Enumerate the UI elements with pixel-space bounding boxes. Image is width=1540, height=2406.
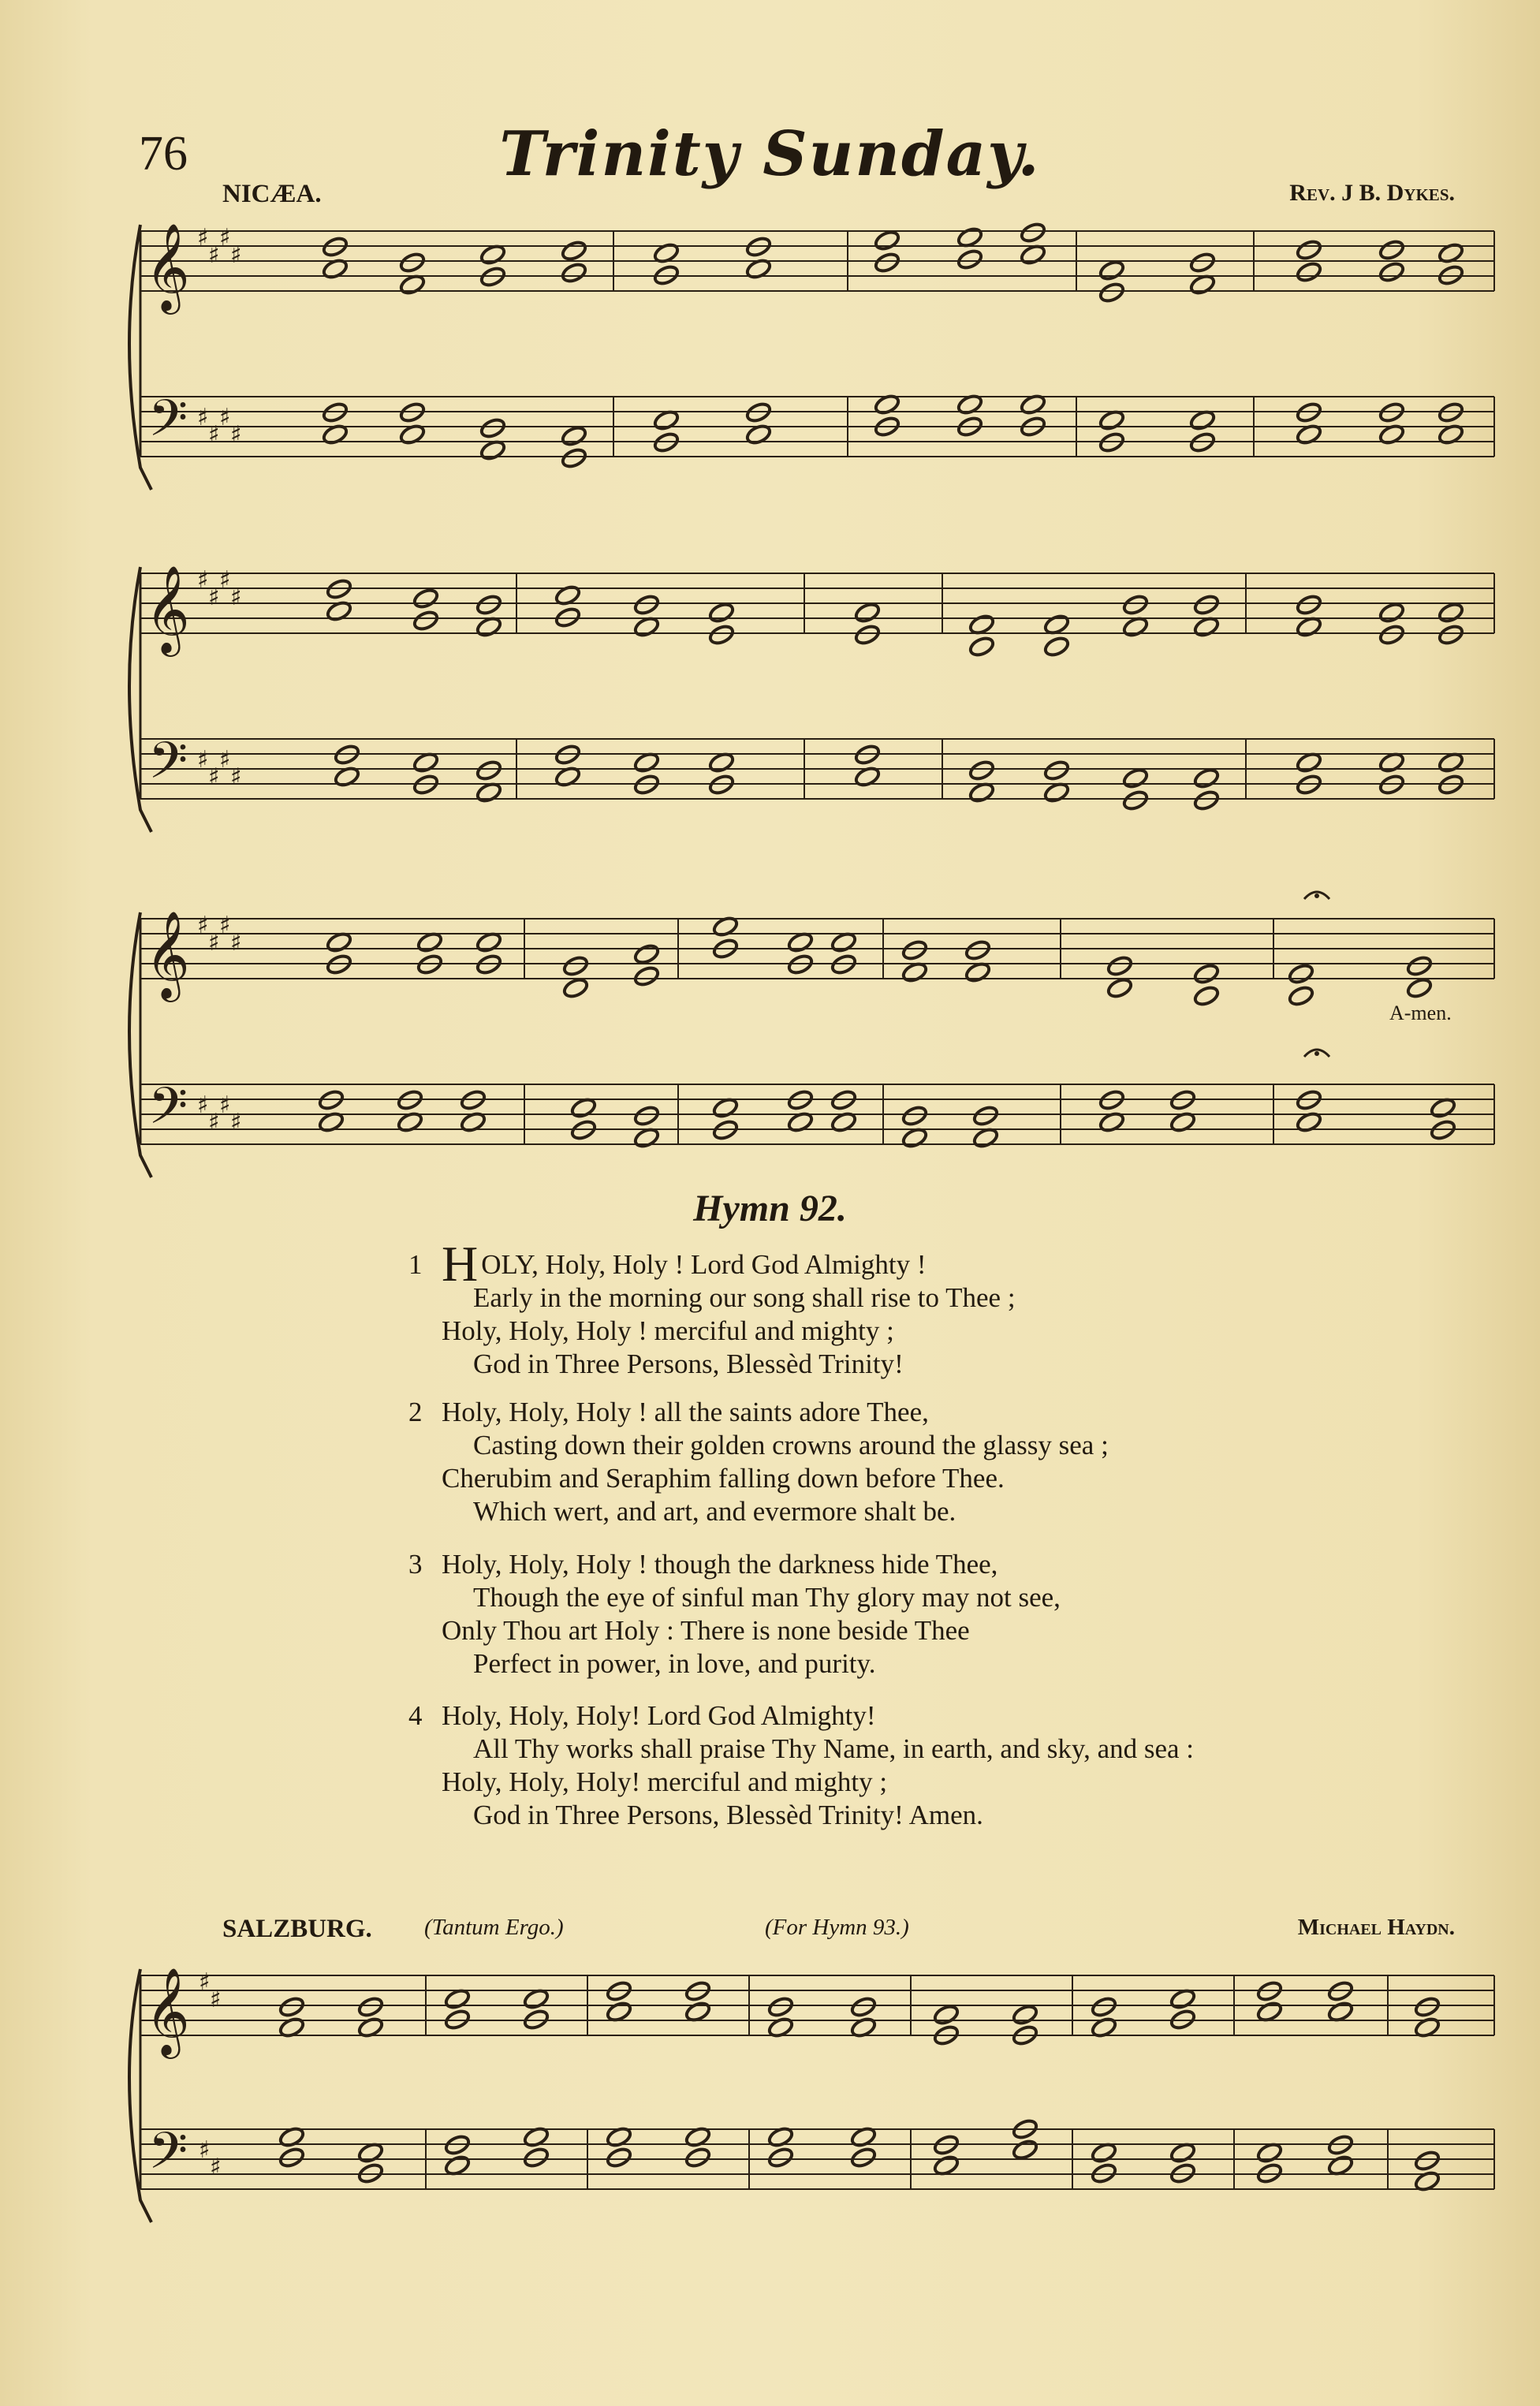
treble-note — [1193, 985, 1221, 1008]
bass-clef: 𝄢 — [148, 2122, 188, 2193]
bass-clef: 𝄢 — [148, 732, 188, 803]
bass-note — [606, 2147, 633, 2169]
sharp-sign: ♯ — [230, 421, 242, 449]
sharp-sign: ♯ — [197, 404, 209, 431]
treble-note — [708, 624, 736, 647]
treble-note — [1193, 963, 1221, 986]
fermata-dot — [1314, 893, 1319, 898]
treble-note — [562, 955, 590, 978]
bass-note — [850, 2147, 878, 2169]
treble-note — [278, 1996, 306, 2019]
sharp-sign: ♯ — [197, 224, 209, 252]
sharp-sign: ♯ — [208, 763, 220, 791]
tune-name-salzburg: SALZBURG. — [222, 1915, 372, 1943]
treble-note — [1091, 1996, 1118, 2019]
treble-note — [1296, 239, 1323, 262]
treble-note — [1378, 239, 1406, 262]
verse-3 — [408, 1548, 1061, 1680]
sharp-sign: ♯ — [208, 1109, 220, 1136]
treble-note — [964, 939, 992, 962]
treble-note — [1122, 594, 1150, 617]
treble-note — [1378, 624, 1406, 647]
treble-note — [854, 624, 882, 647]
treble-note — [1406, 955, 1434, 978]
treble-note — [1098, 282, 1126, 304]
bass-note — [479, 417, 507, 440]
amen-label: A-men. — [1389, 1002, 1452, 1024]
sharp-sign: ♯ — [208, 584, 220, 611]
verse-line: Which wert, and art, and evermore shalt be. — [473, 1496, 956, 1527]
bass-note — [561, 425, 588, 448]
verse-line: Holy, Holy, Holy! Lord God Almighty! — [442, 1700, 876, 1731]
treble-note — [1296, 594, 1323, 617]
treble-note — [1414, 1996, 1441, 2019]
verse-number: 3 — [408, 1549, 423, 1580]
bass-note — [633, 1105, 661, 1128]
sharp-sign: ♯ — [208, 241, 220, 269]
treble-clef: 𝄞 — [145, 1967, 190, 2055]
treble-note — [767, 1996, 795, 2019]
sharp-sign: ♯ — [230, 929, 242, 957]
sharp-sign: ♯ — [219, 912, 231, 939]
treble-note — [1406, 977, 1434, 1000]
treble-note — [901, 939, 929, 962]
sharp-sign: ♯ — [199, 2136, 211, 2164]
sharp-sign: ♯ — [230, 1109, 242, 1136]
fermata-dot — [1314, 1051, 1319, 1056]
treble-note — [561, 240, 588, 263]
sharp-sign: ♯ — [210, 1986, 222, 2013]
bass-note — [278, 2147, 306, 2169]
treble-note — [1043, 636, 1071, 658]
verse-number: 2 — [408, 1397, 423, 1427]
bass-note — [1043, 759, 1071, 782]
treble-note — [412, 610, 440, 632]
sharp-sign: ♯ — [219, 566, 231, 594]
treble-note — [1288, 963, 1315, 986]
treble-note — [1012, 2004, 1039, 2027]
treble-clef: 𝄞 — [145, 910, 190, 998]
bass-note — [901, 1105, 929, 1128]
treble-note — [1098, 259, 1126, 282]
verse-line: Holy, Holy, Holy ! all the saints adore Thee, — [442, 1397, 929, 1427]
verse-number: 4 — [408, 1700, 423, 1731]
treble-note — [633, 965, 661, 988]
hymn-heading: Hymn 92. — [693, 1188, 847, 1229]
bass-note — [523, 2147, 550, 2169]
treble-note — [1193, 594, 1221, 617]
treble-note — [1437, 602, 1465, 625]
verse-1 — [408, 1236, 1016, 1381]
verse-line: God in Three Persons, Blessèd Trinity! — [473, 1348, 904, 1379]
verse-line: Early in the morning our song shall rise to Thee ; — [473, 1282, 1016, 1313]
tune-name-nicaea: NICÆA. — [222, 180, 322, 208]
sharp-sign: ♯ — [208, 929, 220, 957]
treble-note — [956, 248, 984, 271]
sharp-sign: ♯ — [208, 421, 220, 449]
verse-line: Holy, Holy, Holy! merciful and mighty ; — [442, 1766, 888, 1797]
page-number: 76 — [139, 127, 188, 181]
treble-note — [1378, 261, 1406, 284]
treble-note — [854, 602, 882, 625]
verse-number: 1 — [408, 1249, 423, 1280]
bass-note — [767, 2147, 795, 2169]
verse-line: Casting down their golden crowns around the glassy sea ; — [473, 1430, 1109, 1460]
bass-clef: 𝄢 — [148, 390, 188, 461]
bass-note — [1012, 2139, 1039, 2162]
treble-clef: 𝄞 — [145, 565, 190, 653]
treble-note — [1020, 222, 1047, 244]
bass-note — [968, 759, 996, 782]
treble-note — [399, 252, 427, 274]
treble-note — [933, 2004, 960, 2027]
verse-line: Perfect in power, in love, and purity. — [473, 1648, 876, 1679]
treble-note — [412, 588, 440, 610]
sharp-sign: ♯ — [219, 746, 231, 774]
treble-note — [874, 229, 901, 252]
treble-note — [357, 1996, 385, 2019]
verse-line: Cherubim and Seraphim falling down before Thee. — [442, 1463, 1005, 1494]
verse-line: OLY, Holy, Holy ! Lord God Almighty ! — [481, 1249, 927, 1280]
treble-note — [633, 943, 661, 966]
bass-note — [972, 1105, 1000, 1128]
verse-line: Holy, Holy, Holy ! merciful and mighty ; — [442, 1315, 894, 1346]
verse-line: Though the eye of sinful man Thy glory may not see, — [473, 1582, 1061, 1613]
page-title: Trinity Sunday. — [499, 118, 1041, 190]
treble-note — [1378, 602, 1406, 625]
sharp-sign: ♯ — [230, 241, 242, 269]
treble-note — [1189, 252, 1217, 274]
treble-note — [562, 977, 590, 1000]
sharp-sign: ♯ — [230, 763, 242, 791]
treble-note — [633, 594, 661, 617]
verse-line: God in Three Persons, Blessèd Trinity! Amen. — [473, 1800, 983, 1830]
bass-note — [1122, 767, 1150, 790]
treble-note — [1288, 985, 1315, 1008]
sharp-sign: ♯ — [230, 584, 242, 611]
verse-line: Holy, Holy, Holy ! though the darkness hide Thee, — [442, 1549, 998, 1580]
verse-2 — [408, 1396, 1109, 1528]
sharp-sign: ♯ — [219, 1091, 231, 1119]
verse-line: Only Thou art Holy : There is none beside Thee — [442, 1615, 970, 1646]
composer-haydn: Michael Haydn. — [1297, 1915, 1455, 1940]
treble-note — [968, 636, 996, 658]
bass-note — [684, 2147, 712, 2169]
tune-subtitle: (Tantum Ergo.) — [424, 1915, 564, 1940]
verse-line: All Thy works shall praise Thy Name, in earth, and sky, and sea : — [473, 1733, 1195, 1764]
bass-note — [1193, 767, 1221, 790]
bass-clef: 𝄢 — [148, 1077, 188, 1148]
sharp-sign: ♯ — [197, 1091, 209, 1119]
sharp-sign: ♯ — [210, 2154, 222, 2181]
treble-note — [1437, 624, 1465, 647]
sharp-sign: ♯ — [197, 746, 209, 774]
treble-clef: 𝄞 — [145, 222, 190, 311]
sharp-sign: ♯ — [197, 912, 209, 939]
treble-note — [1106, 955, 1134, 978]
treble-note — [475, 594, 503, 617]
hymn-reference: (For Hymn 93.) — [765, 1915, 909, 1940]
treble-note — [850, 1996, 878, 2019]
treble-note — [1106, 977, 1134, 1000]
sharp-sign: ♯ — [199, 1968, 211, 1996]
drop-cap: H — [442, 1236, 479, 1292]
sharp-sign: ♯ — [219, 404, 231, 431]
composer-dykes: Rev. J B. Dykes. — [1289, 180, 1455, 206]
bass-note — [1122, 789, 1150, 812]
treble-note — [874, 252, 901, 274]
treble-note — [708, 602, 736, 625]
bass-note — [1193, 789, 1221, 812]
bass-note — [1414, 2150, 1441, 2173]
sharp-sign: ♯ — [219, 224, 231, 252]
verse-4 — [408, 1699, 1194, 1832]
bass-note — [475, 759, 503, 782]
treble-note — [1296, 261, 1323, 284]
bass-note — [561, 447, 588, 470]
sharp-sign: ♯ — [197, 566, 209, 594]
treble-note — [561, 262, 588, 285]
